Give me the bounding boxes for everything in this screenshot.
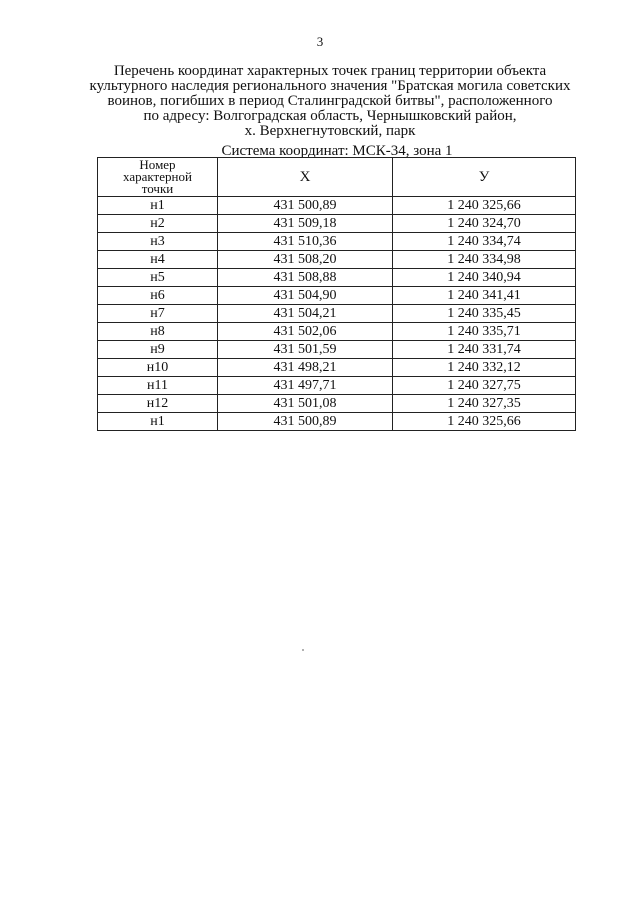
table-row [98, 197, 576, 215]
x-cell: 431 502,06 [218, 323, 393, 341]
page-number: 3 [316, 34, 324, 49]
point-cell: н10 [98, 359, 218, 377]
table-row [98, 251, 576, 269]
x-cell: 431 504,21 [218, 305, 393, 323]
x-cell: 431 500,89 [218, 413, 393, 431]
x-cell: 431 500,89 [218, 197, 393, 215]
x-cell: 431 510,36 [218, 233, 393, 251]
table-row [98, 395, 576, 413]
table-row [98, 377, 576, 395]
x-cell: 431 497,71 [218, 377, 393, 395]
header-line: Номер [139, 157, 176, 172]
header-y: У [393, 158, 576, 197]
x-cell: 431 508,88 [218, 269, 393, 287]
table-row [98, 215, 576, 233]
point-cell: н9 [98, 341, 218, 359]
y-cell: 1 240 331,74 [393, 341, 576, 359]
y-cell: 1 240 332,12 [393, 359, 576, 377]
point-cell: н4 [98, 251, 218, 269]
x-cell: 431 509,18 [218, 215, 393, 233]
table-body [98, 197, 576, 431]
title-line: по адресу: Волгоградская область, Чернышковский район, [143, 108, 517, 124]
y-cell: 1 240 327,35 [393, 395, 576, 413]
y-cell: 1 240 325,66 [393, 197, 576, 215]
table-row [98, 413, 576, 431]
point-cell: н7 [98, 305, 218, 323]
x-cell: 431 501,08 [218, 395, 393, 413]
document-title [80, 64, 580, 139]
title-line: Перечень координат характерных точек границ территории объекта [113, 63, 547, 79]
x-cell: 431 504,90 [218, 287, 393, 305]
table-row [98, 341, 576, 359]
coordinates-table [97, 157, 576, 431]
header-line: характерной [123, 169, 192, 184]
table-row [98, 359, 576, 377]
point-cell: н2 [98, 215, 218, 233]
scan-speck [302, 649, 304, 651]
point-cell: н1 [98, 197, 218, 215]
x-cell: 431 501,59 [218, 341, 393, 359]
y-cell: 1 240 324,70 [393, 215, 576, 233]
point-cell: н1 [98, 413, 218, 431]
coordinate-system-caption: Система координат: МСК-34, зона 1 [221, 143, 453, 159]
y-cell: 1 240 325,66 [393, 413, 576, 431]
title-line: воинов, погибших в период Сталинградской битвы", расположенного [107, 93, 553, 109]
point-cell: н3 [98, 233, 218, 251]
y-cell: 1 240 335,71 [393, 323, 576, 341]
y-cell: 1 240 327,75 [393, 377, 576, 395]
title-line: культурного наследия регионального значения "Братская могила советских [89, 78, 571, 94]
y-cell: 1 240 341,41 [393, 287, 576, 305]
table-row [98, 323, 576, 341]
table-header-row [98, 158, 576, 197]
table-row [98, 233, 576, 251]
y-cell: 1 240 334,74 [393, 233, 576, 251]
point-cell: н6 [98, 287, 218, 305]
table-row [98, 305, 576, 323]
header-x: X [218, 158, 393, 197]
point-cell: н5 [98, 269, 218, 287]
x-cell: 431 498,21 [218, 359, 393, 377]
y-cell: 1 240 334,98 [393, 251, 576, 269]
header-line: точки [141, 181, 174, 196]
table-row [98, 269, 576, 287]
y-cell: 1 240 340,94 [393, 269, 576, 287]
x-cell: 431 508,20 [218, 251, 393, 269]
header-point-number [98, 158, 218, 197]
y-cell: 1 240 335,45 [393, 305, 576, 323]
point-cell: н11 [98, 377, 218, 395]
point-cell: н12 [98, 395, 218, 413]
title-line: х. Верхнегнутовский, парк [244, 123, 416, 139]
point-cell: н8 [98, 323, 218, 341]
table-row [98, 287, 576, 305]
